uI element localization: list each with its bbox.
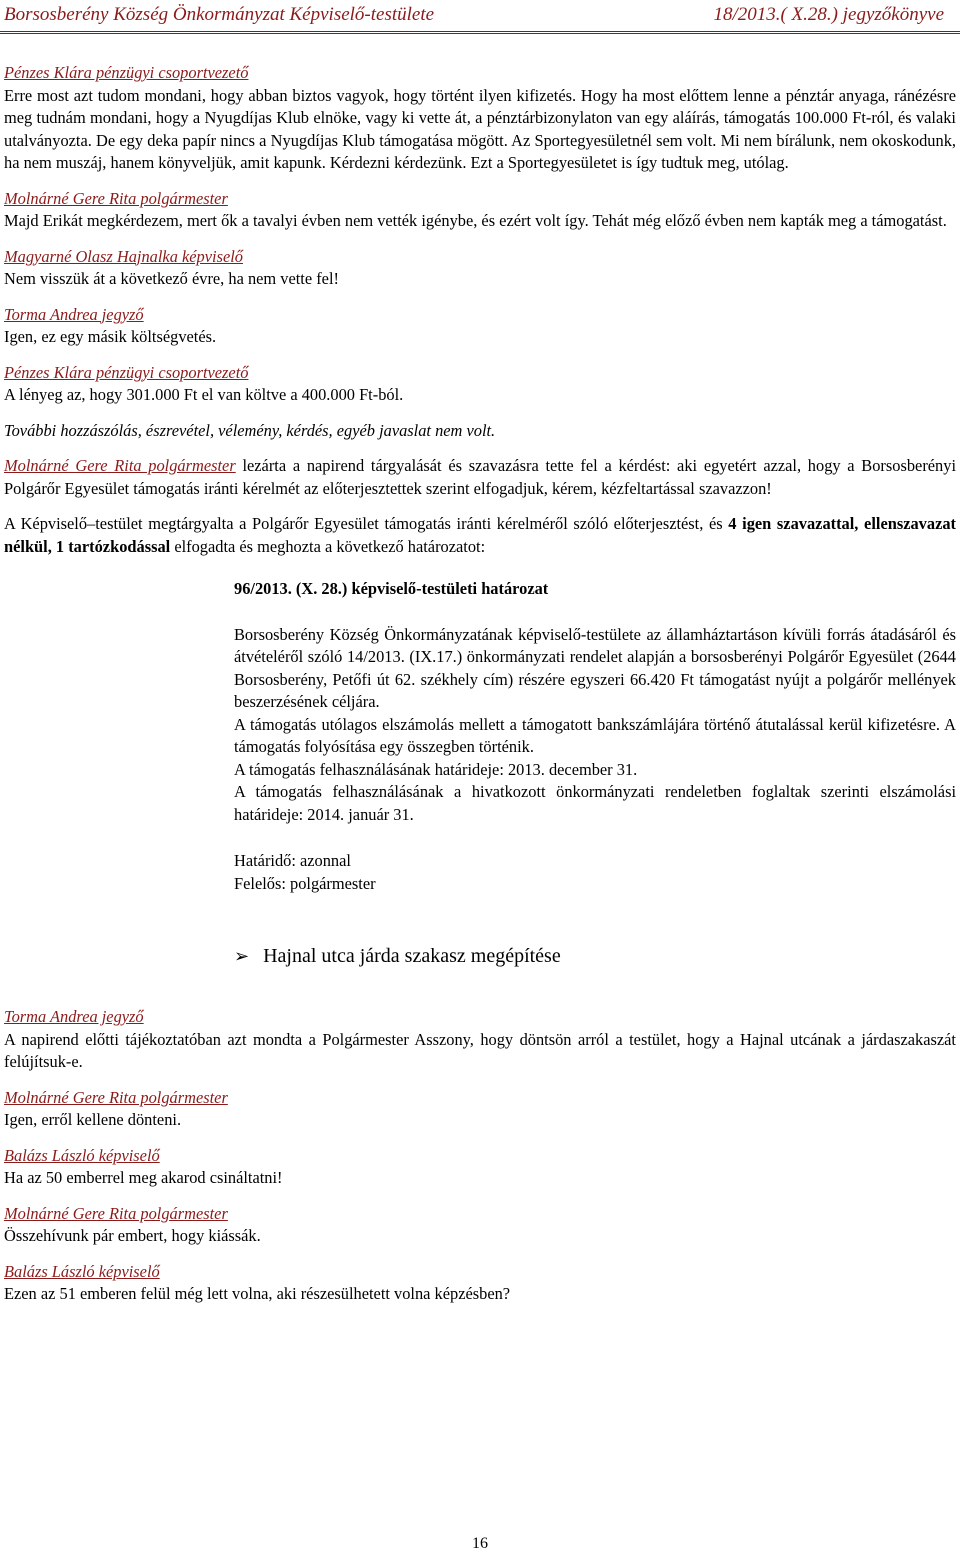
resolution-paragraph: A támogatás felhasználásának a hivatkozott önkormányzati rendeletben foglaltak szerinti elszámolási határideje: 2014. január 31. bbox=[234, 782, 956, 824]
speech-text: Majd Erikát megkérdezem, mert ők a tavalyi évben nem vették igénybe, és ezért volt így. Tehát még előző évben nem kapták meg a támogatást. bbox=[4, 211, 947, 230]
speech-block bbox=[4, 62, 956, 175]
speech-block bbox=[4, 1087, 956, 1132]
speaker-name: Balázs László képviselő bbox=[4, 1145, 160, 1165]
resolution bbox=[234, 578, 956, 895]
document-body bbox=[4, 62, 956, 1319]
speech-block bbox=[4, 188, 956, 233]
vote-result bbox=[4, 513, 956, 558]
speech-text: A napirend előtti tájékoztatóban azt mondta a Polgármester Asszony, hogy döntsön arról a testület, hogy a Hajnal utcának a járdaszakaszát felújítsuk-e. bbox=[4, 1029, 956, 1071]
speaker-name: Molnárné Gere Rita polgármester bbox=[4, 1203, 228, 1223]
speaker-name: Molnárné Gere Rita polgármester bbox=[4, 188, 228, 208]
speech-text: Igen, ez egy másik költségvetés. bbox=[4, 327, 217, 346]
vote-counts: 4 igen szavazattal, ellenszavazat nélkül, 1 tartózkodással bbox=[4, 514, 956, 556]
page-header bbox=[0, 2, 944, 30]
speech-text: Igen, erről kellene dönteni. bbox=[4, 1110, 182, 1129]
speech-text: Nem visszük át a következő évre, ha nem vette fel! bbox=[4, 269, 339, 288]
resolution-paragraph: Borsosberény Község Önkormányzatának képviselő-testülete az államháztartáson kívüli forrás átadásáról és átvételéről szóló 14/2013. (IX.17.) önkormányzati rendelet alapján a borsosberényi Polgárőr Egyesület (2644 Borsosberény, Petőfi út 62. székhely cím) részére egyszeri 66.420 Ft támogatást nyújt a polgárőr mellények beszerzésének céljára. bbox=[234, 624, 956, 711]
speech-block bbox=[4, 362, 956, 407]
speaker-name: Molnárné Gere Rita polgármester bbox=[4, 1087, 228, 1107]
speaker-name: Magyarné Olasz Hajnalka képviselő bbox=[4, 246, 243, 266]
speech-block bbox=[4, 1145, 956, 1190]
speech-block bbox=[4, 1261, 956, 1306]
speech-text: Ha az 50 emberrel meg akarod csináltatni! bbox=[4, 1168, 283, 1187]
closing-text: lezárta a napirend tárgyalását és szavazásra tette fel a kérdést: aki egyetért azzal, hogy a Borsosberényi Polgárőr Egyesület támogatás iránti kérelmét az előterjesztettek szerint elfogadjuk, kérem, kézfeltartással szavazzon! bbox=[4, 456, 956, 498]
resolution-deadline: Határidő: azonnal bbox=[234, 851, 351, 870]
header-rule bbox=[0, 31, 960, 34]
speaker-name: Pénzes Klára pénzügyi csoportvezető bbox=[4, 63, 249, 82]
arrow-bullet-icon: ➢ bbox=[234, 946, 250, 967]
speaker-name: Molnárné Gere Rita polgármester bbox=[4, 456, 236, 475]
speech-block bbox=[4, 1203, 956, 1248]
speech-text: Erre most azt tudom mondani, hogy abban biztos vagyok, hogy történt ilyen kifizetés. Hogy ha most előttem lenne a pénztár anyaga, ránézésre meg tudnám mondani, hogy a Nyugdíjas Klub elnöke, vagy ki vette át, a pénztárbizonylaton van egy aláírás, támogatás 100.000 Ft-ról, és valaki utalványozta. De egy deka papír nincs a Nyugdíjas Klub támogatása mögött. Az Sportegyesületnél sem volt. Mi nem bírálunk, nem okoskodunk, ha nem muszáj, hanem könyveljük, amit kapunk. Kérdezni kérdezünk. Ezt a Sportegyesületet is így tudtuk meg, utólag. bbox=[4, 85, 956, 172]
speech-block bbox=[4, 304, 956, 349]
speaker-name: Torma Andrea jegyző bbox=[4, 304, 144, 324]
speech-text: A lényeg az, hogy 301.000 Ft el van költve a 400.000 Ft-ból. bbox=[4, 385, 404, 404]
page-number: 16 bbox=[472, 1535, 488, 1552]
resolution-responsible: Felelős: polgármester bbox=[234, 873, 376, 893]
speaker-name: Balázs László képviselő bbox=[4, 1261, 160, 1281]
closing-note: További hozzászólás, észrevétel, vélemény, kérdés, egyéb javaslat nem volt. bbox=[4, 420, 496, 440]
header-minutes-number: 18/2013.( X.28.) jegyzőkönyve bbox=[713, 4, 944, 25]
speech-text: Összehívunk pár embert, hogy kiássák. bbox=[4, 1226, 261, 1245]
closing-statement bbox=[4, 455, 956, 500]
resolution-paragraph: A támogatás utólagos elszámolás mellett a támogatott bankszámlájára történő átutalással kerül kifizetésre. A támogatás folyósítása egy összegben történik. bbox=[234, 714, 956, 756]
resolution-paragraph: A támogatás felhasználásának határideje: 2013. december 31. bbox=[234, 759, 638, 779]
resolution-title: 96/2013. (X. 28.) képviselő-testületi határozat bbox=[234, 579, 549, 598]
speaker-name: Pénzes Klára pénzügyi csoportvezető bbox=[4, 362, 249, 382]
agenda-item-title: Hajnal utca járda szakasz megépítése bbox=[263, 945, 561, 967]
speech-block bbox=[4, 246, 956, 291]
speech-text: Ezen az 51 emberen felül még lett volna, aki részesülhetett volna képzésben? bbox=[4, 1284, 511, 1303]
agenda-item-heading bbox=[234, 943, 956, 970]
header-council-name: Borsosberény Község Önkormányzat Képviselő-testülete bbox=[4, 4, 435, 25]
speaker-name: Torma Andrea jegyző bbox=[4, 1007, 144, 1026]
vote-text-post: elfogadta és meghozta a következő határozatot: bbox=[170, 536, 486, 556]
speech-block bbox=[4, 1006, 956, 1074]
vote-text-pre: A Képviselő–testület megtárgyalta a Polgárőr Egyesület támogatás iránti kérelméről szóló előterjesztést, és bbox=[4, 514, 729, 533]
